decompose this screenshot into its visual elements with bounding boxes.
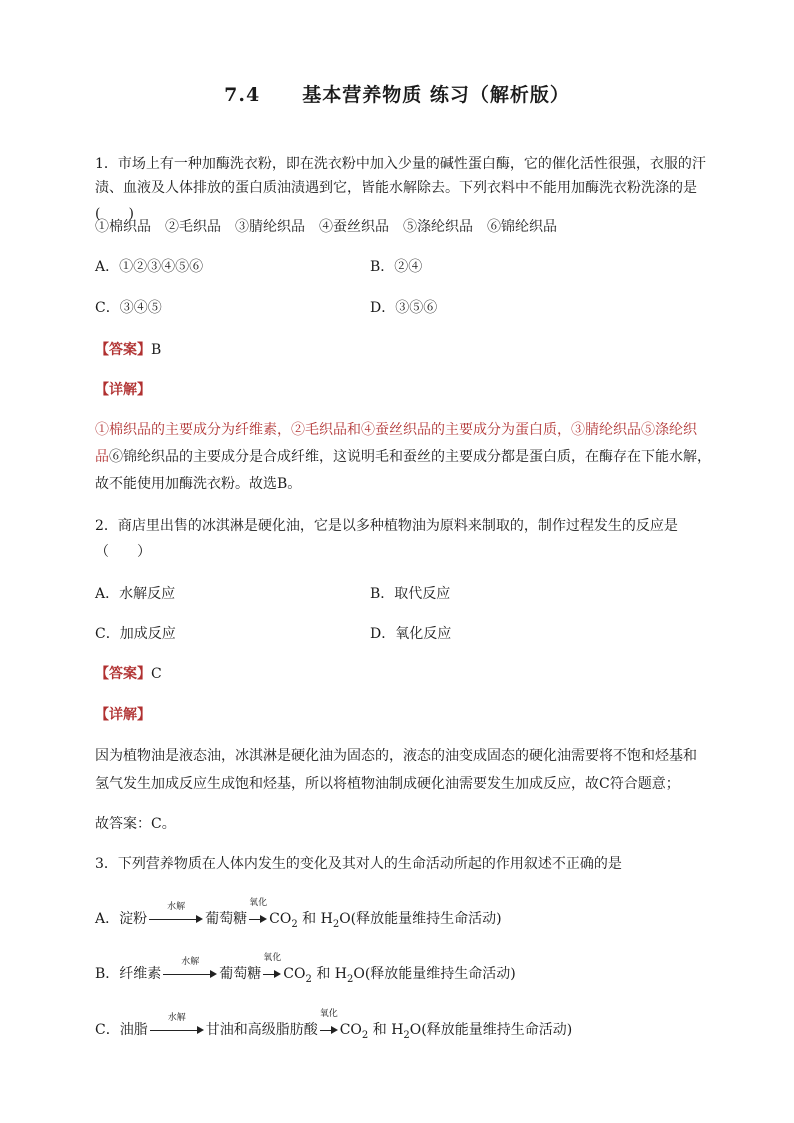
oxidation-arrow-icon (319, 1009, 338, 1037)
detail-tag: 【详解】 (95, 707, 151, 723)
product-co: CO (339, 1022, 362, 1038)
hydrolysis-arrow-icon (163, 957, 217, 981)
q1-detail-line2 (95, 443, 711, 471)
product-co: CO (269, 911, 292, 927)
q1-option-d: D．③⑤⑥ (370, 300, 438, 316)
q1-stem-blank: ( ) (95, 206, 134, 222)
h2o-tail: O(释放能量维持生命活动) (339, 911, 502, 927)
q2-detail-tag (95, 701, 151, 729)
product-co: CO (283, 966, 306, 982)
answer-value: B (151, 342, 162, 358)
q2-option-a: A．水解反应 (95, 586, 176, 602)
and-h: 和 H (297, 911, 333, 927)
detail-line2-red: 品 (95, 449, 109, 465)
q1-detail-line3: 故不能使用加酶洗衣粉。故选B。 (95, 476, 302, 492)
arrow-label: 氧化 (263, 953, 282, 963)
subscript: 2 (361, 1029, 369, 1041)
q2-stem-line1: 2．商店里出售的冰淇淋是硬化油，它是以多种植物油为原料来制取的，制作过程发生的反应是 (95, 518, 678, 534)
option-b-mid: 葡萄糖 (219, 966, 262, 982)
h2o-tail: O(释放能量维持生命活动) (409, 1022, 573, 1038)
subscript: 2 (332, 918, 340, 930)
option-c-prefix: C．油脂 (95, 1022, 148, 1038)
q3-option-c (95, 1009, 573, 1050)
hydrolysis-arrow-icon (149, 902, 203, 926)
subscript: 2 (291, 918, 298, 930)
detail-line2-rest: ⑥锦纶织品的主要成分是合成纤维，这说明毛和蚕丝的主要成分都是蛋白质，在酶存在下能水解， (109, 449, 711, 465)
option-a-mid: 葡萄糖 (205, 911, 248, 927)
q3-option-a (95, 898, 502, 939)
subscript: 2 (346, 973, 354, 985)
subscript: 2 (403, 1029, 410, 1041)
answer-tag: 【答案】 (95, 666, 151, 682)
answer-tag: 【答案】 (95, 342, 151, 358)
section-number: 7.4 (224, 84, 261, 106)
subscript: 2 (305, 973, 312, 985)
and-h: 和 H (368, 1022, 404, 1038)
option-b-prefix: B．纤维素 (95, 966, 162, 982)
arrow-label: 水解 (167, 1013, 186, 1023)
q1-option-b: B．②④ (370, 259, 423, 275)
oxidation-arrow-icon (263, 953, 282, 981)
q3-option-b (95, 953, 516, 994)
q1-stem-line2: 渍、血液及人体排放的蛋白质油渍遇到它，皆能水解除去。下列衣料中不能用加酶洗衣粉洗涤的是 (95, 180, 697, 196)
arrow-label: 氧化 (319, 1009, 338, 1019)
page-title (0, 80, 794, 107)
arrow-label: 水解 (167, 902, 186, 912)
q2-option-b: B．取代反应 (370, 586, 451, 602)
q1-option-c: C．③④⑤ (95, 300, 162, 316)
h2o-tail: O(释放能量维持生命活动) (353, 966, 516, 982)
q1-stem-line1: 1．市场上有一种加酶洗衣粉，即在洗衣粉中加入少量的碱性蛋白酶，它的催化活性很强，衣服的汗 (95, 156, 706, 172)
q2-option-d: D．氧化反应 (370, 626, 452, 642)
q1-option-a: A．①②③④⑤⑥ (95, 259, 204, 275)
and-h: 和 H (311, 966, 347, 982)
answer-value: C (151, 666, 162, 682)
q1-answer (95, 336, 161, 364)
hydrolysis-arrow-icon (150, 1013, 204, 1037)
arrow-label: 水解 (181, 957, 200, 967)
q2-detail-line1: 因为植物油是液态油，冰淇淋是硬化油为固态的，液态的油变成固态的硬化油需要将不饱和烃基和 (95, 748, 697, 764)
q1-items: ①棉织品 ②毛织品 ③腈纶织品 ④蚕丝织品 ⑤涤纶织品 ⑥锦纶织品 (95, 219, 557, 235)
option-a-prefix: A．淀粉 (95, 911, 148, 927)
q3-stem: 3．下列营养物质在人体内发生的变化及其对人的生命活动所起的作用叙述不正确的是 (95, 856, 622, 872)
q2-detail-line2: 氢气发生加成反应生成饱和烃基，所以将植物油制成硬化油需要发生加成反应，故C符合题意； (95, 776, 680, 792)
q2-stem-line2: （ ） (95, 544, 151, 560)
detail-tag: 【详解】 (95, 382, 151, 398)
arrow-label: 氧化 (249, 898, 268, 908)
title-text: 基本营养物质 练习（解析版） (302, 84, 570, 106)
q2-option-c: C．加成反应 (95, 626, 176, 642)
q2-answer (95, 660, 162, 688)
option-c-mid: 甘油和高级脂肪酸 (205, 1022, 318, 1038)
q1-detail-line1: ①棉织品的主要成分为纤维素，②毛织品和④蚕丝织品的主要成分为蛋白质，③腈纶织品⑤涤纶织 (95, 422, 697, 438)
q2-conclusion: 故答案：C。 (95, 816, 176, 832)
oxidation-arrow-icon (249, 898, 268, 926)
q1-detail-tag (95, 376, 151, 404)
